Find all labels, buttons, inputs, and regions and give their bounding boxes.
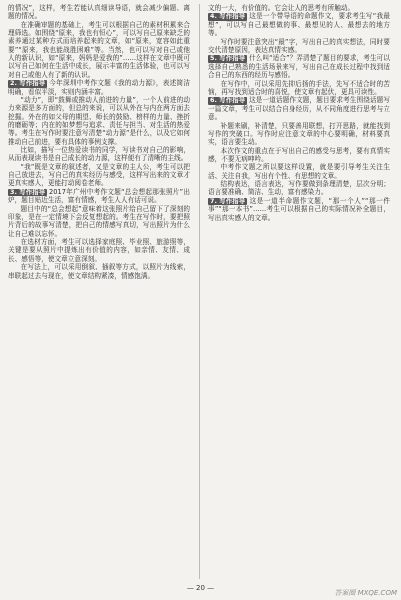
paragraph bbox=[8, 263, 190, 280]
paragraph-text: 这是一道话题作文题，题目要求考生围绕话题写一篇文章，考生可以结合自身经历，从不同角度进行思考与立意。 bbox=[208, 96, 390, 122]
paragraph-text: 中考作文题之所以要这样设置，就是要引导考生关注生活、关注自我，写出有个性、有思想的文章。 bbox=[208, 163, 390, 180]
paragraph-text: 结构表达，语言表达，写作要做到条理清楚，层次分明；语言要准确、简洁、生动，富有感染力。 bbox=[208, 179, 390, 197]
paragraph bbox=[208, 197, 390, 222]
paragraph-text: 2017年广州中考作文题“总会想起那张照片”出炉，题目贴近生活，富有情感，考生人人有话可说。 bbox=[8, 187, 190, 205]
section-heading: 7. 写作指导 bbox=[210, 196, 246, 205]
paragraph-text: 在准确审题的基础上，考生可以根据自己的素材积累来合理筛选。如围绕“原来，我也有恒心”，可以写自己原来缺乏的素养通过某种方式而培养起来的文章，如“原来，宽容如此重要”“原来，我也能战胜困难”等。当然，也可以写对自己或他人的新认识，如“原来，妈妈是爱我的”……这样在文章中既可以写自己如何在生活中成长，展示丰富的生活体验，也可以写对自己或他人有了新的认识。 bbox=[8, 20, 190, 79]
paragraph bbox=[8, 188, 190, 205]
paragraph-text: 的情况”，这样，考生若能认真细读导语，就会减少偏题、离题的情况。 bbox=[8, 4, 190, 21]
paragraph-text: 什么叫“适合”？弄清楚了题目的要求，考生可以选择自己熟悉的生活场景来写，写出自己在成长过程中找到适合自己的东西的经历与感悟。 bbox=[208, 54, 390, 80]
section-heading: 2. 写作指导 bbox=[10, 79, 46, 88]
page-number: — 20 — bbox=[186, 584, 215, 592]
paragraph bbox=[8, 79, 190, 96]
paragraph bbox=[208, 96, 390, 121]
paragraph bbox=[8, 21, 190, 79]
left-column bbox=[8, 4, 190, 280]
section-heading: 4. 写作指导 bbox=[210, 12, 246, 21]
paragraph-text: “动力”，即“鼓舞或推动人前进的力量”，一个人前进的动力来源是多方面的，但总的来说，可以从外在与内在两方面去挖掘。外在的如父母的期望、师长的鼓励、榜样的力量、挫折的磨砺等；内在的如梦想与追求、责任与担当、对生活的热爱等。考生在写作时要注意写清楚“动力源”是什么，以及它如何推动自己前进，要有具体的事例支撑。 bbox=[8, 96, 190, 146]
right-column bbox=[208, 4, 390, 222]
paragraph bbox=[8, 4, 190, 21]
paragraph bbox=[8, 238, 190, 263]
paragraph bbox=[8, 146, 190, 163]
section-heading: 3. 写作指导 bbox=[10, 187, 46, 196]
paragraph-text: 这是一个带导语的命题作文，要求考生写“我最想”，可以写自己最想做的事、最想见的人、最想去的地方等。 bbox=[208, 12, 390, 38]
paragraph-text: 文的一大，有价值的。它会让人的思考有所触动。 bbox=[208, 4, 355, 12]
paragraph bbox=[208, 163, 390, 180]
paragraph-text: 比如，描写一位热爱读书的同学，写读书对自己的影响，从而表现读书是自己成长的动力源，这样便有了清晰的主线。 bbox=[8, 146, 190, 163]
paragraph-text: 在写法上，可以采用倒叙、插叙等方式，以照片为线索，串联起过去与现在，使文章结构紧凑，情感饱满。 bbox=[8, 263, 190, 280]
paragraph bbox=[208, 80, 390, 97]
paragraph bbox=[208, 54, 390, 79]
paragraph-text: 本次作文的重点在于写出自己的感受与思考，要有真情实感，不要无病呻吟。 bbox=[208, 146, 390, 163]
paragraph bbox=[208, 38, 390, 55]
paragraph bbox=[208, 12, 390, 37]
paragraph-text: 补题来刷，补清楚，只要善用联想，打开思路，就能找到写作的突破口。写作时应注意文章的中心要明确，材料要真实，语言要生动。 bbox=[208, 121, 390, 147]
paragraph-text: 今年深圳中考作文题《我的动力源》，表述简洁明确，看似平淡，实则内涵丰富。 bbox=[8, 79, 190, 96]
paragraph-text: 题目中的“总会想起”意味着这张照片给自己留下了深刻的印象，是在一定情境下会反复想起的。考生在写作时，要把照片背后的故事写清楚，把自己的情感写真切，写出照片为什么让自己难以忘怀。 bbox=[8, 204, 190, 238]
section-heading: 5. 写作指导 bbox=[210, 54, 246, 63]
section-heading: 6. 写作指导 bbox=[210, 96, 246, 105]
paragraph-text: 写作时要注意突出“最”字，写出自己的真实想法，同时要交代清楚原因，表达真情实感。 bbox=[208, 37, 390, 54]
paragraph-text: 这是一道半命题作文题，“那一个人”“那一件事”“那一本书”……考生可以根据自己的实际情况补全题目，写出真实感人的文章。 bbox=[208, 196, 390, 222]
paragraph bbox=[8, 205, 190, 238]
paragraph bbox=[8, 163, 190, 188]
paragraph-text: 在写作中，可以采用先抑后扬的手法，先写不适合时的苦恼，再写找到适合时的喜悦，使文章有起伏，更具可读性。 bbox=[208, 79, 390, 96]
paragraph-text: 在选材方面，考生可以选择家庭照、毕业照、旅游照等，关键是要从照片中提炼出有价值的内容，如亲情、友情、成长、感悟等，使文章立意深刻。 bbox=[8, 238, 190, 263]
column-divider bbox=[199, 4, 200, 579]
watermark: 答案圈 MXQE.COM bbox=[334, 589, 397, 597]
paragraph-text: “我”既是文章的叙述者，又是文章的主人公，考生可以把自己放进去，写自己的真实经历与感受，这样写出来的文章才更真实感人，更能打动阅卷老师。 bbox=[8, 162, 190, 188]
paragraph bbox=[208, 180, 390, 197]
paragraph bbox=[208, 147, 390, 164]
paragraph bbox=[8, 96, 190, 146]
paragraph bbox=[208, 122, 390, 147]
